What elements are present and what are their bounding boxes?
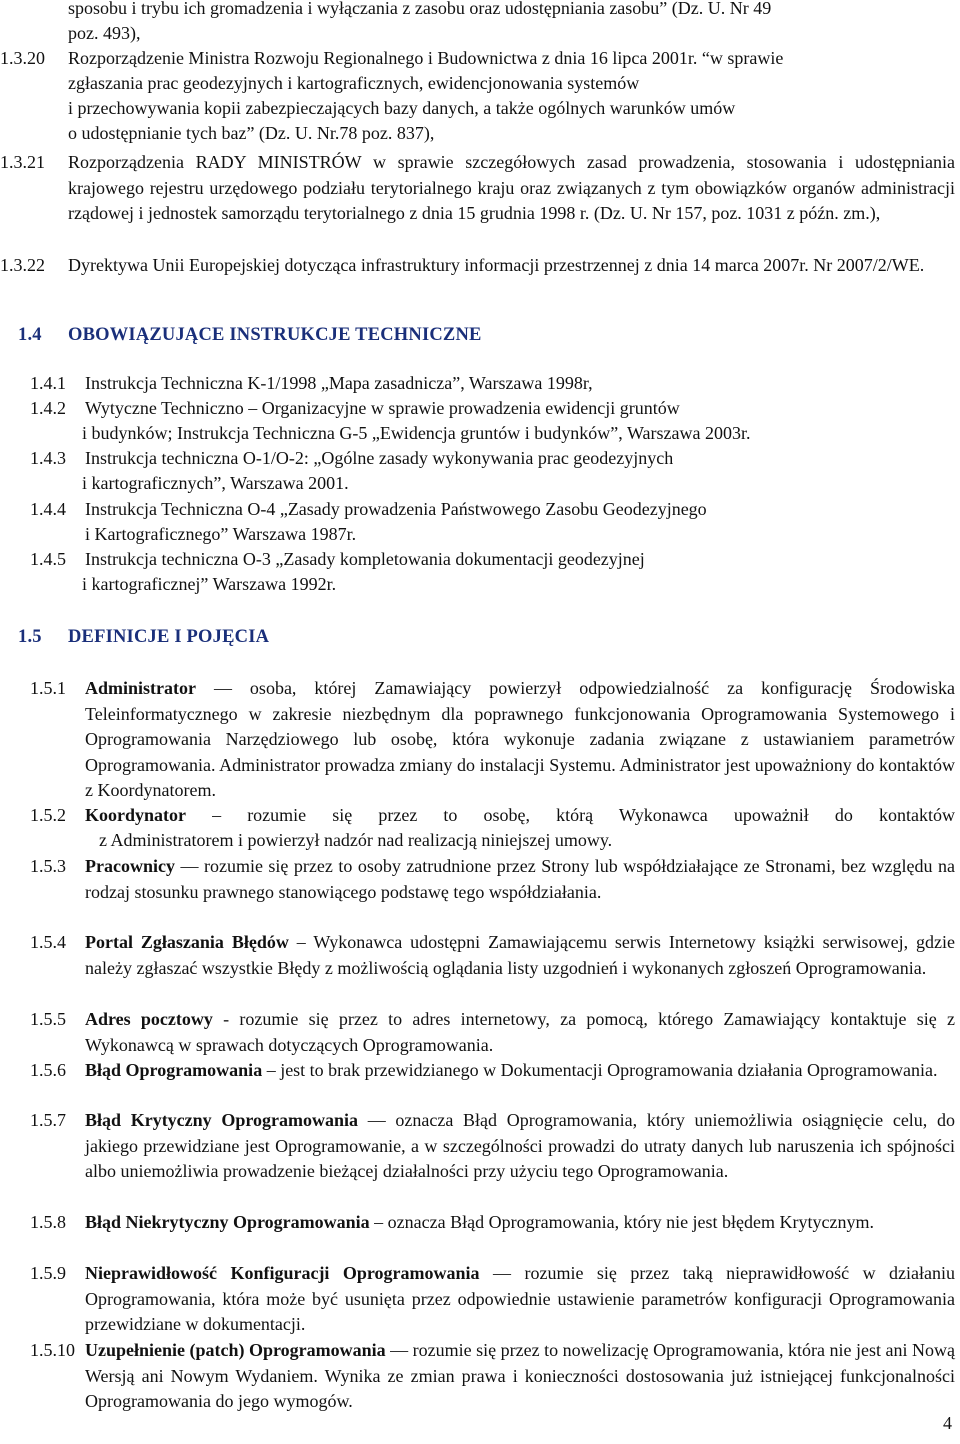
item-number: 1.4.4 xyxy=(30,499,66,519)
definition-body: — osoba, której Zamawiający powierzył odpowiedzialność za konfigurację Środowiska Teleinformatycznego w zakresie niezbędnym dla poprawnego funkcjonowania Oprogramowania Systemowego i Oprogramowania Narzędziowego lub osobę, która wykonuje zadania związane z ustawianiem parametrów Oprogramowania. Administrator prowadza zmiany do instalacji Systemu. Administrator jest upoważniony do kontaktów z Koordynatorem. xyxy=(85,678,955,800)
definition-body: — rozumie się przez to osoby zatrudnione przez Strony lub współdziałające ze Stronami, bez względu na rodzaj stosunku prawnego stanowiącego podstawę tego współdziałania. xyxy=(85,856,955,902)
item-number: 1.5.4 xyxy=(30,932,66,952)
definition-text xyxy=(85,1338,955,1415)
definition-body: – rozumie się przez to osobę, którą Wykonawca upoważnił do kontaktów xyxy=(186,805,955,825)
definition-body: – Wykonawca udostępni Zamawiającemu serwis Internetowy książki serwisowej, gdzie należy zgłaszać wszystkie Błędy z możliwością oglądania listy uzgodnień i wykonanych zgłoszeń Oprogramowania. xyxy=(85,932,956,978)
item-number: 1.5.8 xyxy=(30,1212,66,1232)
item-line: i przechowywania kopii zabezpieczających bazy danych, a także ogólnych warunków umów xyxy=(68,98,736,118)
definition-term: Nieprawidłowość Konfiguracji Oprogramowania xyxy=(85,1263,480,1283)
section-heading-1-5 xyxy=(18,625,718,651)
item-line: i kartograficznych”, Warszawa 2001. xyxy=(82,473,349,493)
definition-body: - rozumie się przez to adres internetowy, za pomocą, którego Zamawiający kontaktuje się z Wykonawcą w sprawach dotyczących Oprogramowania. xyxy=(85,1009,955,1055)
item-number: 1.3.20 xyxy=(0,48,45,68)
item-line: Instrukcja techniczna O-1/O-2: „Ogólne zasady wykonywania prac geodezyjnych xyxy=(85,448,674,468)
item-line: Instrukcja Techniczna K-1/1998 „Mapa zasadnicza”, Warszawa 1998r, xyxy=(85,373,593,393)
item-line: i Kartograficznego” Warszawa 1987r. xyxy=(85,524,357,544)
definition-text xyxy=(85,854,955,905)
definition-1-5-4 xyxy=(30,930,955,1008)
definition-1-5-1 xyxy=(30,676,955,806)
definition-1-5-10 xyxy=(30,1338,955,1416)
list-item-1-3-21 xyxy=(0,150,955,255)
definition-term: Adres pocztowy xyxy=(85,1009,213,1029)
definition-body: – jest to brak przewidzianego w Dokumentacji Oprogramowania działania Oprogramowania. xyxy=(262,1060,938,1080)
list-item-1-3-22 xyxy=(0,253,955,305)
definition-text xyxy=(85,676,955,804)
item-number: 1.5.10 xyxy=(30,1340,75,1360)
item-number: 1.5.5 xyxy=(30,1009,66,1029)
item-line: Instrukcja techniczna O-3 „Zasady kompletowania dokumentacji geodezyjnej xyxy=(85,549,645,569)
list-item-1-4-3 xyxy=(30,446,950,498)
list-item-1-4-1 xyxy=(30,371,950,397)
item-number: 1.3.21 xyxy=(0,152,45,172)
item-number: 1.4.3 xyxy=(30,448,66,468)
item-line: zgłaszania prac geodezyjnych i kartograficznych, ewidencjonowania systemów xyxy=(68,73,640,93)
item-line: Instrukcja Techniczna O-4 „Zasady prowadzenia Państwowego Zasobu Geodezyjnego xyxy=(85,499,707,519)
definition-term: Błąd Krytyczny Oprogramowania xyxy=(85,1110,359,1130)
definition-term: Koordynator xyxy=(85,805,186,825)
item-number: 1.5.7 xyxy=(30,1110,66,1130)
definition-1-5-6 xyxy=(30,1058,955,1110)
definition-1-5-8 xyxy=(30,1210,955,1262)
definition-1-5-3 xyxy=(30,854,955,932)
definition-text xyxy=(85,1261,955,1338)
section-number: 1.4 xyxy=(18,325,42,345)
item-line: Wytyczne Techniczno – Organizacyjne w sprawie prowadzenia ewidencji gruntów xyxy=(85,398,680,418)
list-item-1-4-2 xyxy=(30,396,950,448)
item-line: i kartograficznej” Warszawa 1992r. xyxy=(82,574,337,594)
list-item-1-4-4 xyxy=(30,497,950,549)
item-number: 1.5.2 xyxy=(30,805,66,825)
continuation-line-2: poz. 493), xyxy=(68,23,141,43)
definition-term: Błąd Niekrytyczny Oprogramowania xyxy=(85,1212,370,1232)
definition-text xyxy=(85,1007,955,1058)
item-line: i budynków; Instrukcja Techniczna G-5 „Ewidencja gruntów i budynków”, Warszawa 2003r. xyxy=(82,423,751,443)
definition-1-5-9 xyxy=(30,1261,955,1339)
section-number: 1.5 xyxy=(18,627,42,647)
list-item-1-3-20 xyxy=(0,46,960,156)
item-number: 1.5.1 xyxy=(30,678,66,698)
definition-body: — rozumie się przez taką nieprawidłowość w działaniu Oprogramowania, która może być usunięta przez odpowiednie ustawienie parametrów konfiguracji Oprogramowania przewidziane w dokumentacji. xyxy=(85,1263,955,1334)
definition-text xyxy=(85,1058,955,1084)
item-number: 1.4.2 xyxy=(30,398,66,418)
definition-1-5-7 xyxy=(30,1108,955,1212)
definition-term: Błąd Oprogramowania xyxy=(85,1060,263,1080)
item-text: Rozporządzenia RADY MINISTRÓW w sprawie szczegółowych zasad prowadzenia, stosowania i udostępniania krajowego rejestru urzędowego podziału terytorialnego kraju oraz związanych z tym obowiązków organów administracji rządowej i jednostek samorządu terytorialnego z dnia 15 grudnia 1998 r. (Dz. U. Nr 157, poz. 1031 z późn. zm.), xyxy=(68,152,955,223)
definition-term: Administrator xyxy=(85,678,196,698)
definition-text xyxy=(85,930,955,981)
item-line: Rozporządzenie Ministra Rozwoju Regionalnego i Budownictwa z dnia 16 lipca 2001r. “w sprawie xyxy=(68,48,784,68)
definition-body: — rozumie się przez to nowelizację Oprogramowania, która nie jest ani Nową Wersją ani Nowym Wydaniem. Wynika ze zmian prawa i konieczności dostosowania już istniejącej funkcjonalności Oprogramowania do jego wymogów. xyxy=(85,1340,955,1411)
item-number: 1.4.1 xyxy=(30,373,66,393)
definition-body: – oznacza Błąd Oprogramowania, który nie jest błędem Krytycznym. xyxy=(369,1212,875,1232)
definition-term: Uzupełnienie (patch) Oprogramowania xyxy=(85,1340,386,1360)
list-item-1-4-5 xyxy=(30,547,950,599)
item-line: o udostępnianie tych baz” (Dz. U. Nr.78 poz. 837), xyxy=(68,123,435,143)
item-number: 1.4.5 xyxy=(30,549,66,569)
definition-term: Portal Zgłaszania Błędów xyxy=(85,932,289,952)
definition-term: Pracownicy xyxy=(85,856,175,876)
item-number: 1.5.3 xyxy=(30,856,66,876)
item-number: 1.5.9 xyxy=(30,1263,66,1283)
section-heading-1-4 xyxy=(18,323,718,349)
section-title: DEFINICJE I POJĘCIA xyxy=(68,627,270,647)
definition-text xyxy=(85,1108,955,1185)
item-text: Dyrektywa Unii Europejskiej dotycząca infrastruktury informacji przestrzennej z dnia 14 marca 2007r. Nr 2007/2/WE. xyxy=(68,255,925,275)
item-number: 1.5.6 xyxy=(30,1060,66,1080)
section-title: OBOWIĄZUJĄCE INSTRUKCJE TECHNICZNE xyxy=(68,325,482,345)
continuation-line-1: sposobu i trybu ich gromadzenia i wyłączania z zasobu oraz udostępniania zasobu” (Dz. U. Nr 49 xyxy=(68,0,772,18)
page-number: 4 xyxy=(943,1412,952,1433)
definition-1-5-5 xyxy=(30,1007,955,1059)
definition-line: z Administratorem i powierzył nadzór nad realizacją niniejszej umowy. xyxy=(99,830,613,850)
definition-1-5-2 xyxy=(30,803,955,855)
definition-body: — oznacza Błąd Oprogramowania, który uniemożliwia osiągnięcie celu, do jakiego przewidziane jest Oprogramowanie, a w szczególności prowadzi do utraty danych lub naruszenia ich spójności albo uniemożliwia prowadzenie bieżącej działalności przy użyciu tego Oprogramowania. xyxy=(85,1110,955,1181)
definition-text xyxy=(85,1210,955,1236)
definition-text xyxy=(85,803,955,829)
item-number: 1.3.22 xyxy=(0,255,45,275)
